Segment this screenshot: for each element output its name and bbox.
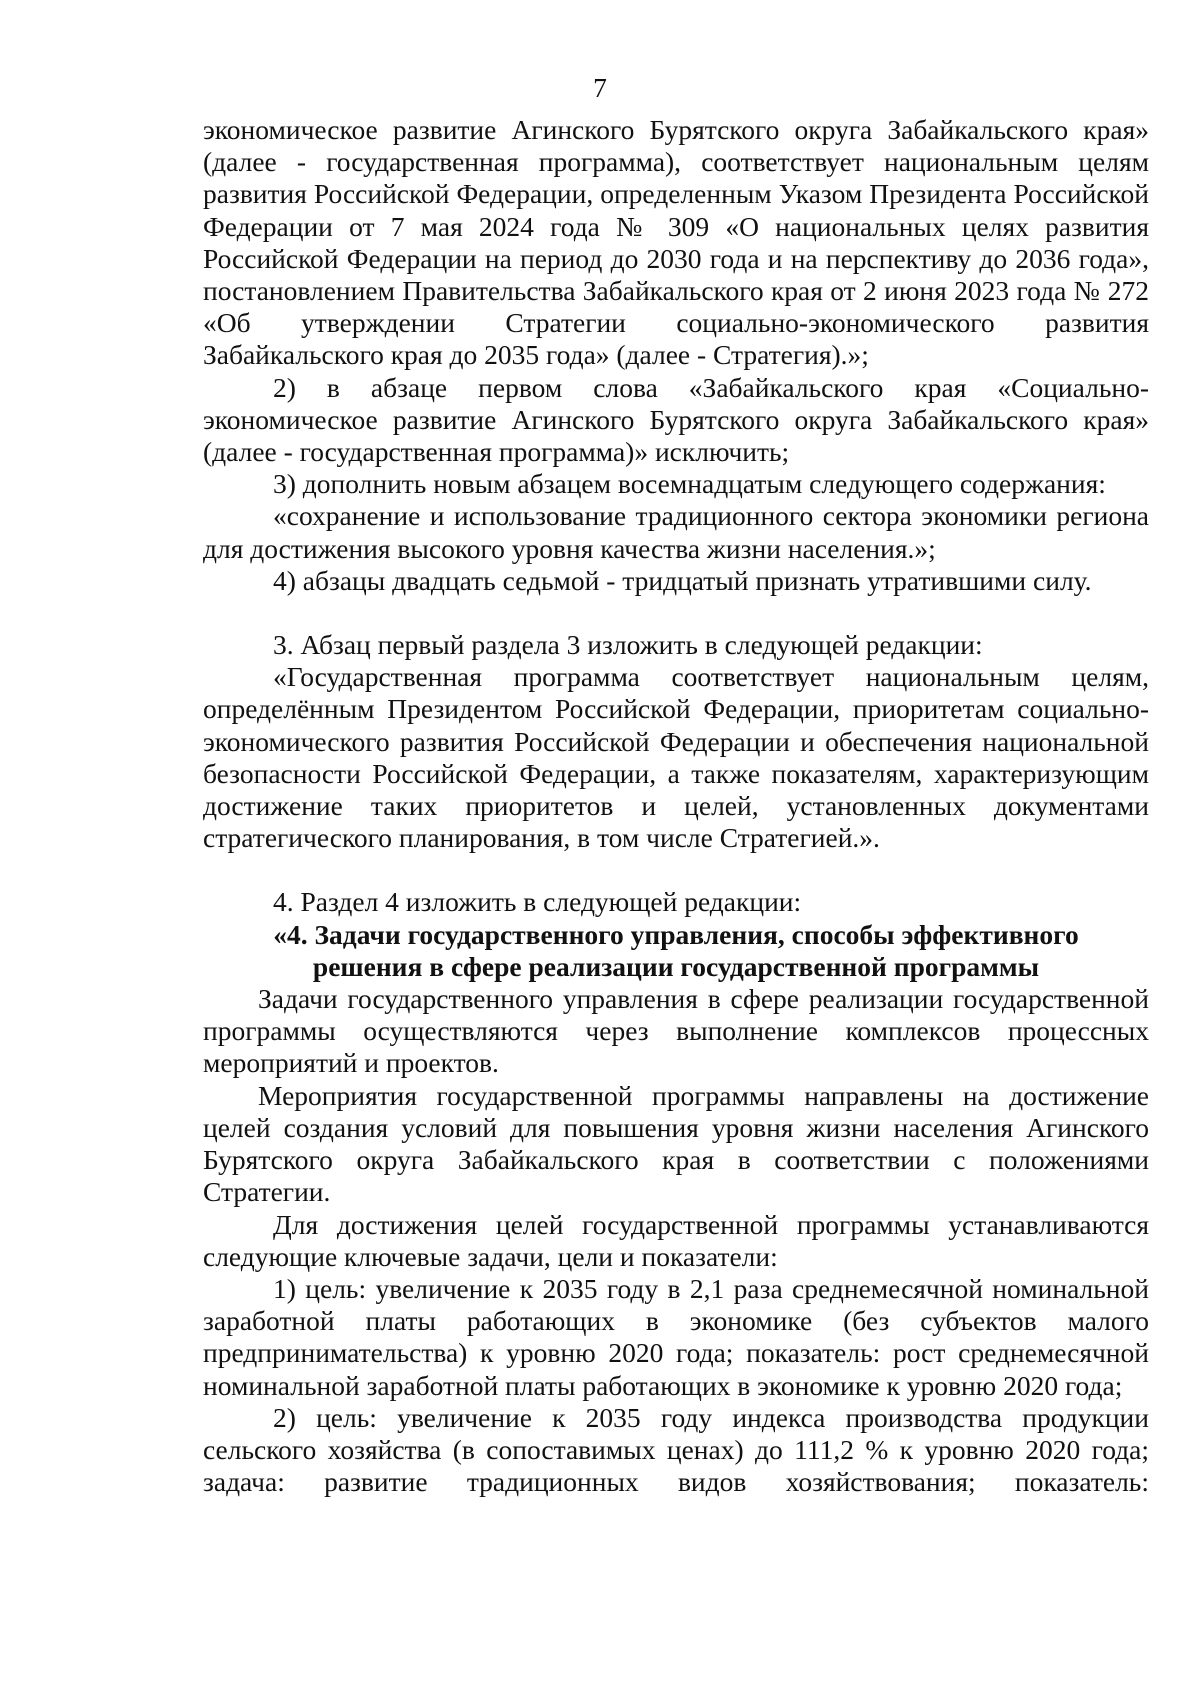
paragraph-section-3-text: «Государственная программа соответствует национальным целям, определённым Президентом Российской Федерации, приоритетам социально-экономического развития Российской Федерации и обеспечения национальной безопасности Российской Федерации, а также показателям, характеризующим достижение таких приоритетов и целей, установленных документами стратегического планирования, в том числе Стратегией.». xyxy=(203,661,1149,854)
paragraph-continuation: экономическое развитие Агинского Бурятского округа Забайкальского края» (далее - государственная программа), соответствует национальным целям развития Российской Федерации, определенным Указом Президента Российской Федерации от 7 мая 2024 года № 309 «О национальных целях развития Российской Федерации на период до 2030 года и на перспективу до 2036 года», постановлением Правительства Забайкальского края от 2 июня 2023 года № 272 «Об утверждении Стратегии социально-экономического развития Забайкальского края до 2035 года» (далее - Стратегия).»; xyxy=(203,114,1149,371)
paragraph-section-3: 3. Абзац первый раздела 3 изложить в следующей редакции: xyxy=(273,629,983,661)
paragraph-item-4: 4) абзацы двадцать седьмой - тридцатый признать утратившими силу. xyxy=(273,564,1092,596)
paragraph-measures: Мероприятия государственной программы направлены на достижение целей создания условий для повышения уровня жизни населения Агинского Бурятского округа Забайкальского края в соответствии с положениями Стратегии. xyxy=(203,1079,1149,1208)
paragraph-quote-new-abzac: «сохранение и использование традиционного сектора экономики региона для достижения высокого уровня качества жизни населения.»; xyxy=(203,500,1149,564)
paragraph-section-4: 4. Раздел 4 изложить в следующей редакции: xyxy=(273,886,802,918)
paragraph-gap xyxy=(203,597,1149,629)
paragraph-item-2: 2) в абзаце первом слова «Забайкальского края «Социально-экономическое развитие Агинского Бурятского округа Забайкальского края» (далее - государственная программа)» исключить; xyxy=(203,371,1149,468)
paragraph-goal-2: 2) цель: увеличение к 2035 году индекса производства продукции сельского хозяйства (в сопоставимых ценах) до 111,2 % к уровню 2020 года; задача: развитие традиционных видов хозяйствования; показатель: xyxy=(203,1401,1149,1498)
paragraph-goal-1: 1) цель: увеличение к 2035 году в 2,1 раза среднемесячной номинальной заработной платы работающих в экономике (без субъектов малого предпринимательства) к уровню 2020 года; показатель: рост среднемесячной номинальной заработной платы работающих в экономике к уровню 2020 года; xyxy=(203,1272,1149,1401)
paragraph-item-3: 3) дополнить новым абзацем восемнадцатым следующего содержания: xyxy=(273,468,1106,500)
section-heading-line-2: решения в сфере реализации государственной программы xyxy=(312,950,1040,982)
paragraph-gap xyxy=(203,854,1149,886)
page-number: 7 xyxy=(593,72,607,103)
document-body xyxy=(203,114,1149,1498)
section-heading-line-1: «4. Задачи государственного управления, способы эффективного xyxy=(273,918,1079,950)
paragraph-tasks: Задачи государственного управления в сфере реализации государственной программы осуществляются через выполнение комплексов процессных мероприятий и проектов. xyxy=(203,983,1149,1079)
paragraph-key-tasks: Для достижения целей государственной программы устанавливаются следующие ключевые задачи, цели и показатели: xyxy=(203,1208,1149,1272)
